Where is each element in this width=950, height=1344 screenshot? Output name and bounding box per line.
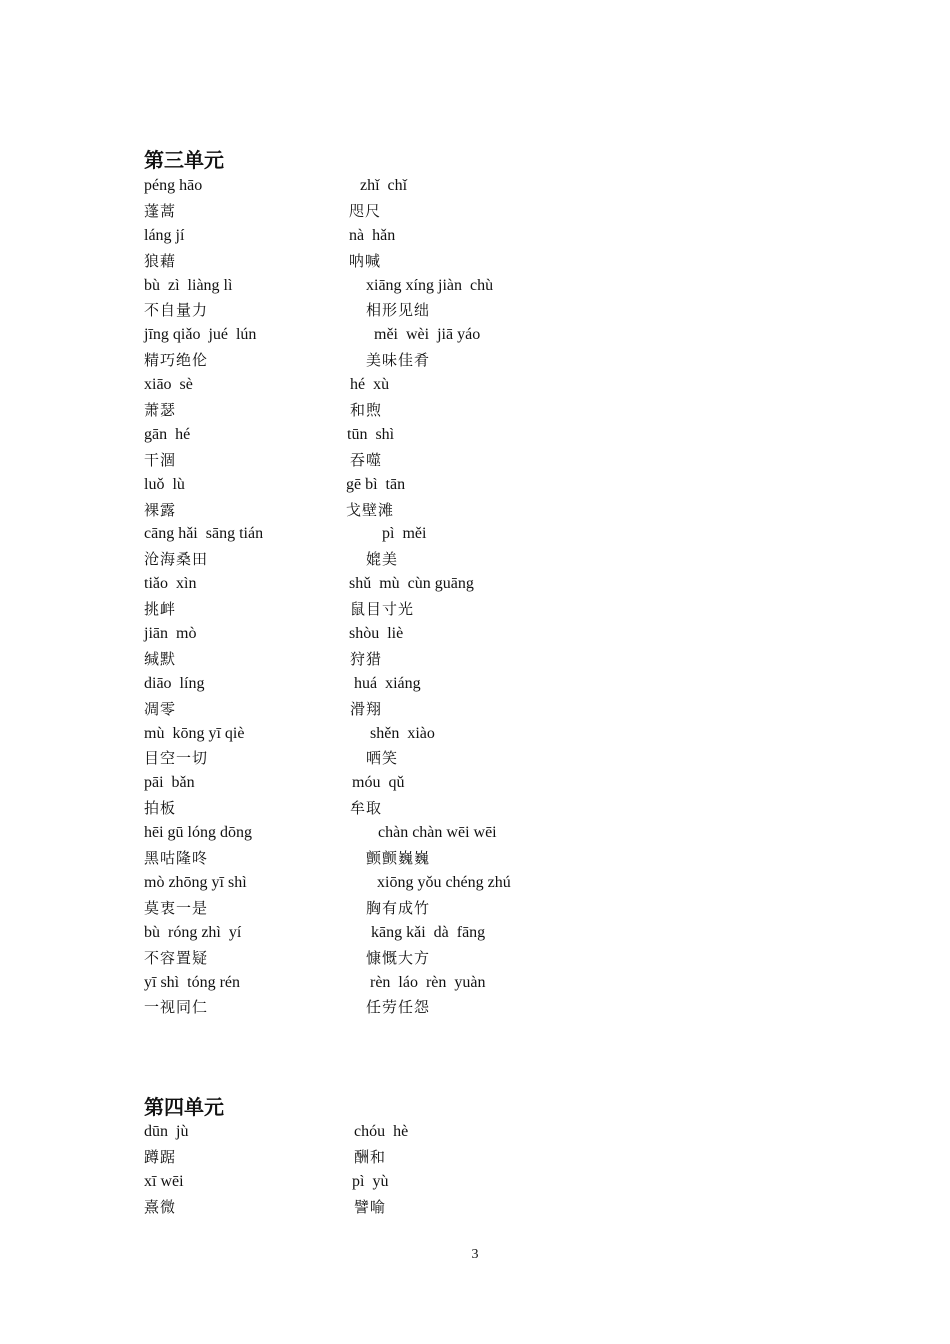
vocab-row [0,597,950,622]
vocab-row [0,921,950,946]
pinyin-left: jīng qiǎo jué lún [144,326,257,344]
word-left: 挑衅 [144,600,177,619]
vocab-row [0,572,950,597]
vocab-row [0,896,950,921]
pinyin-left: hēi gū lóng dōng [144,824,252,842]
vocab-row [0,1120,950,1145]
pinyin-right: gē bì tān [346,475,406,493]
pinyin-right: shǔ mù cùn guāng [349,575,474,593]
pinyin-left: diāo líng [144,674,205,692]
vocab-row [0,498,950,523]
vocab-row [0,473,950,498]
word-right: 譬喻 [354,1197,387,1216]
pinyin-right: tūn shì [347,425,395,443]
pinyin-left: gān hé [144,425,191,443]
word-left: 不容置疑 [144,948,209,967]
pinyin-left: tiǎo xìn [144,575,197,593]
word-left: 狼藉 [144,251,177,270]
word-right: 咫尺 [349,201,382,220]
pinyin-right: kāng kǎi dà fāng [371,923,486,941]
vocab-row [0,448,950,473]
word-left: 缄默 [144,649,177,668]
pinyin-right: pì yù [352,1172,389,1190]
vocab-row [0,1170,950,1195]
vocab-row [0,647,950,672]
pinyin-right: hé xù [350,376,390,394]
pinyin-left: bù zì liàng lì [144,276,233,294]
pinyin-right: rèn láo rèn yuàn [370,973,486,991]
pinyin-left: xī wēi [144,1172,184,1190]
word-right: 戈壁滩 [346,500,395,519]
vocab-row [0,274,950,299]
vocab-row [0,672,950,697]
vocab-row [0,1145,950,1170]
pinyin-left: cāng hǎi sāng tián [144,525,264,543]
vocab-row [0,946,950,971]
word-right: 酬和 [354,1147,387,1166]
word-right: 媲美 [366,550,399,569]
vocab-row [0,547,950,572]
pinyin-right: xiāng xíng jiàn chù [366,276,494,294]
vocab-row [0,398,950,423]
word-right: 和煦 [350,401,383,420]
word-right: 慷慨大方 [366,948,431,967]
vocab-row [0,622,950,647]
word-right: 吞噬 [350,450,383,469]
word-left: 拍板 [144,799,177,818]
pinyin-right: shěn xiào [370,724,435,742]
word-left: 干涸 [144,450,177,469]
pinyin-right: měi wèi jiā yáo [374,326,481,344]
vocab-row [0,249,950,274]
vocab-row [0,995,950,1020]
word-right: 胸有成竹 [366,898,431,917]
pinyin-left: dūn jù [144,1123,189,1140]
word-right: 颤颤巍巍 [366,849,431,868]
vocab-row [0,423,950,448]
vocab-row [0,199,950,224]
word-left: 莫衷一是 [144,898,209,917]
word-left: 萧瑟 [144,401,177,420]
word-right: 牟取 [350,799,383,818]
vocab-row [0,373,950,398]
pinyin-right: xiōng yǒu chéng zhú [377,873,511,891]
pinyin-left: luǒ lù [144,475,185,493]
pinyin-left: péng hāo [144,177,203,194]
unit-title: 第四单元 [144,1095,224,1119]
word-right: 任劳任怨 [366,998,431,1017]
pinyin-right: huá xiáng [354,674,421,692]
vocab-row [0,821,950,846]
vocab-row [0,1195,950,1220]
word-left: 蓬蒿 [144,201,177,220]
word-left: 黑咕隆咚 [144,849,209,868]
word-left: 凋零 [144,699,177,718]
vocab-row [0,846,950,871]
word-right: 滑翔 [350,699,383,718]
unit-title: 第三单元 [144,148,224,172]
word-right: 呐喊 [349,251,382,270]
pinyin-left: bù róng zhì yí [144,923,242,941]
pinyin-left: mù kōng yī qiè [144,724,245,742]
vocab-row [0,174,950,199]
pinyin-left: mò zhōng yī shì [144,873,247,891]
pinyin-left: xiāo sè [144,376,193,394]
pinyin-right: nà hǎn [349,226,396,244]
pinyin-right: pì měi [382,525,427,543]
word-left: 沧海桑田 [144,550,209,569]
vocab-row [0,746,950,771]
pinyin-right: chàn chàn wēi wēi [378,824,497,842]
word-left: 目空一切 [144,749,209,768]
vocab-row [0,722,950,747]
word-right: 鼠目寸光 [350,600,415,619]
vocab-row [0,348,950,373]
vocab-row [0,771,950,796]
word-right: 美味佳肴 [366,351,431,370]
word-left: 精巧绝伦 [144,351,209,370]
vocabulary-list [0,1120,950,1220]
vocab-row [0,796,950,821]
word-left: 不自量力 [144,301,209,320]
vocabulary-list [0,174,950,1020]
word-left: 蹲踞 [144,1147,177,1166]
word-left: 裸露 [144,500,177,519]
vocab-row [0,871,950,896]
vocab-row [0,697,950,722]
vocab-row [0,522,950,547]
page-number: 3 [471,1247,479,1262]
pinyin-left: yī shì tóng rén [144,973,240,991]
pinyin-right: shòu liè [349,625,404,643]
vocab-row [0,224,950,249]
word-right: 哂笑 [366,749,399,768]
pinyin-right: zhǐ chǐ [360,177,408,194]
vocab-row [0,323,950,348]
word-left: 熹微 [144,1197,177,1216]
word-right: 狩猎 [350,649,383,668]
vocab-row [0,971,950,996]
word-right: 相形见绌 [366,301,431,320]
vocab-row [0,298,950,323]
pinyin-left: pāi bǎn [144,774,195,792]
pinyin-left: láng jí [144,226,185,244]
pinyin-left: jiān mò [144,625,197,643]
pinyin-right: chóu hè [354,1123,409,1140]
word-left: 一视同仁 [144,998,209,1017]
pinyin-right: móu qǔ [352,774,405,792]
